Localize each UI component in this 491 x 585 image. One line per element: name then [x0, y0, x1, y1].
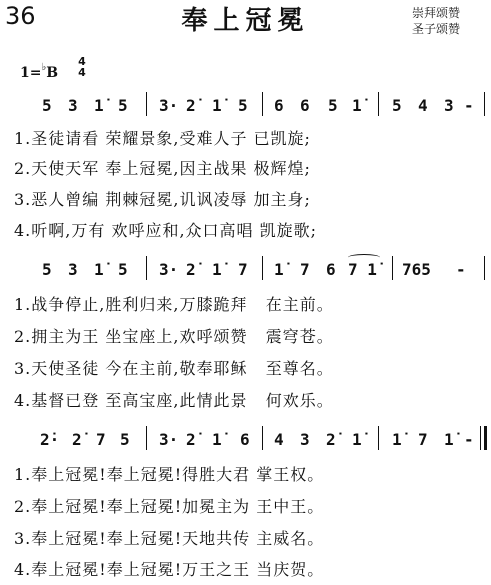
note: 5: [42, 96, 52, 115]
category-label: 崇拜颂赞: [412, 6, 461, 20]
note: 5: [392, 96, 402, 115]
note: 3·: [159, 430, 179, 449]
time-bottom: 4: [78, 66, 86, 79]
barline: [484, 92, 485, 116]
note: 1̇: [212, 96, 222, 115]
hymn-number: 36: [5, 2, 36, 30]
note: 1̇: [94, 96, 104, 115]
note: 7: [300, 260, 310, 279]
note: 5: [118, 260, 128, 279]
lyric-line: 3.天使圣徒 今在主前,敬奉耶稣 至尊名。: [14, 359, 334, 378]
lyric-line: 3.恶人曾编 荆棘冠冕,讥讽凌辱 加主身;: [14, 190, 311, 209]
lyric-line: 1.圣徒请看 荣耀景象,受难人子 已凯旋;: [14, 129, 311, 148]
note: 4: [274, 430, 284, 449]
note: 2̇·: [40, 430, 60, 449]
final-barline-thin: [480, 426, 481, 450]
notation-row-1: [0, 96, 491, 120]
barline: [146, 426, 147, 450]
lyric-line: 1.奉上冠冕!奉上冠冕!得胜大君 掌王权。: [14, 465, 325, 484]
note: 1̇: [352, 96, 362, 115]
note: 1̇: [352, 430, 362, 449]
note: -: [464, 430, 474, 449]
barline: [262, 256, 263, 280]
barline: [262, 426, 263, 450]
final-barline-thick: [484, 426, 487, 450]
lyric-line: 2.奉上冠冕!奉上冠冕!加冕主为 王中王。: [14, 497, 325, 516]
lyric-line: 1.战争停止,胜利归来,万膝跪拜 在主前。: [14, 295, 334, 314]
flat-symbol: ♭: [41, 62, 47, 73]
barline: [146, 92, 147, 116]
subcategory-label: 圣子颂赞: [412, 22, 461, 36]
note: 3: [68, 96, 78, 115]
barline: [146, 256, 147, 280]
note: 3·: [159, 96, 179, 115]
barline: [262, 92, 263, 116]
note: 7 1̇: [348, 260, 377, 279]
note: 5: [118, 96, 128, 115]
note: 7: [238, 260, 248, 279]
note: 3: [68, 260, 78, 279]
note: 6: [326, 260, 336, 279]
note: 3: [444, 96, 454, 115]
note: 2̇: [186, 430, 196, 449]
note: -: [456, 260, 466, 279]
lyric-line: 2.天使天军 奉上冠冕,因主战果 极辉煌;: [14, 159, 311, 178]
note: 1̇: [212, 430, 222, 449]
note: 5: [42, 260, 52, 279]
note: 2̇: [72, 430, 82, 449]
lyric-line: 2.拥主为王 坐宝座上,欢呼颂赞 震穹苍。: [14, 327, 334, 346]
lyric-line: 3.奉上冠冕!奉上冠冕!天地共传 主威名。: [14, 529, 325, 548]
note: 1̇: [212, 260, 222, 279]
key-note: B: [46, 65, 59, 81]
note: 6: [274, 96, 284, 115]
note: 5: [120, 430, 130, 449]
note: 6: [300, 96, 310, 115]
note: 5: [328, 96, 338, 115]
note: -: [464, 96, 474, 115]
note: 5: [238, 96, 248, 115]
note: 3: [300, 430, 310, 449]
lyric-line: 4.奉上冠冕!奉上冠冕!万王之王 当庆贺。: [14, 560, 325, 579]
barline: [378, 426, 379, 450]
note: 2̇: [326, 430, 336, 449]
note: 6: [240, 430, 250, 449]
note: 2̇: [186, 96, 196, 115]
note: 7: [96, 430, 106, 449]
barline: [392, 256, 393, 280]
note: 4: [418, 96, 428, 115]
notation-row-2: [0, 260, 491, 284]
key-signature: [20, 62, 58, 81]
notation-row-3: [0, 430, 491, 454]
note: 1̇: [274, 260, 284, 279]
note: 1̇: [444, 430, 454, 449]
barline: [378, 92, 379, 116]
note: 2̇: [186, 260, 196, 279]
note: 3·: [159, 260, 179, 279]
time-signature: [78, 56, 86, 78]
note: 7: [418, 430, 428, 449]
barline: [484, 256, 485, 280]
note: 1̇: [94, 260, 104, 279]
key-prefix: 1=: [20, 65, 42, 81]
note: 765: [402, 260, 431, 279]
lyric-line: 4.听啊,万有 欢呼应和,众口高唱 凯旋歌;: [14, 221, 318, 240]
hymn-title: 奉上冠冕: [181, 6, 310, 36]
lyric-line: 4.基督已登 至高宝座,此情此景 何欢乐。: [14, 391, 334, 410]
note: 1̇: [392, 430, 402, 449]
time-top: 4: [78, 55, 86, 68]
